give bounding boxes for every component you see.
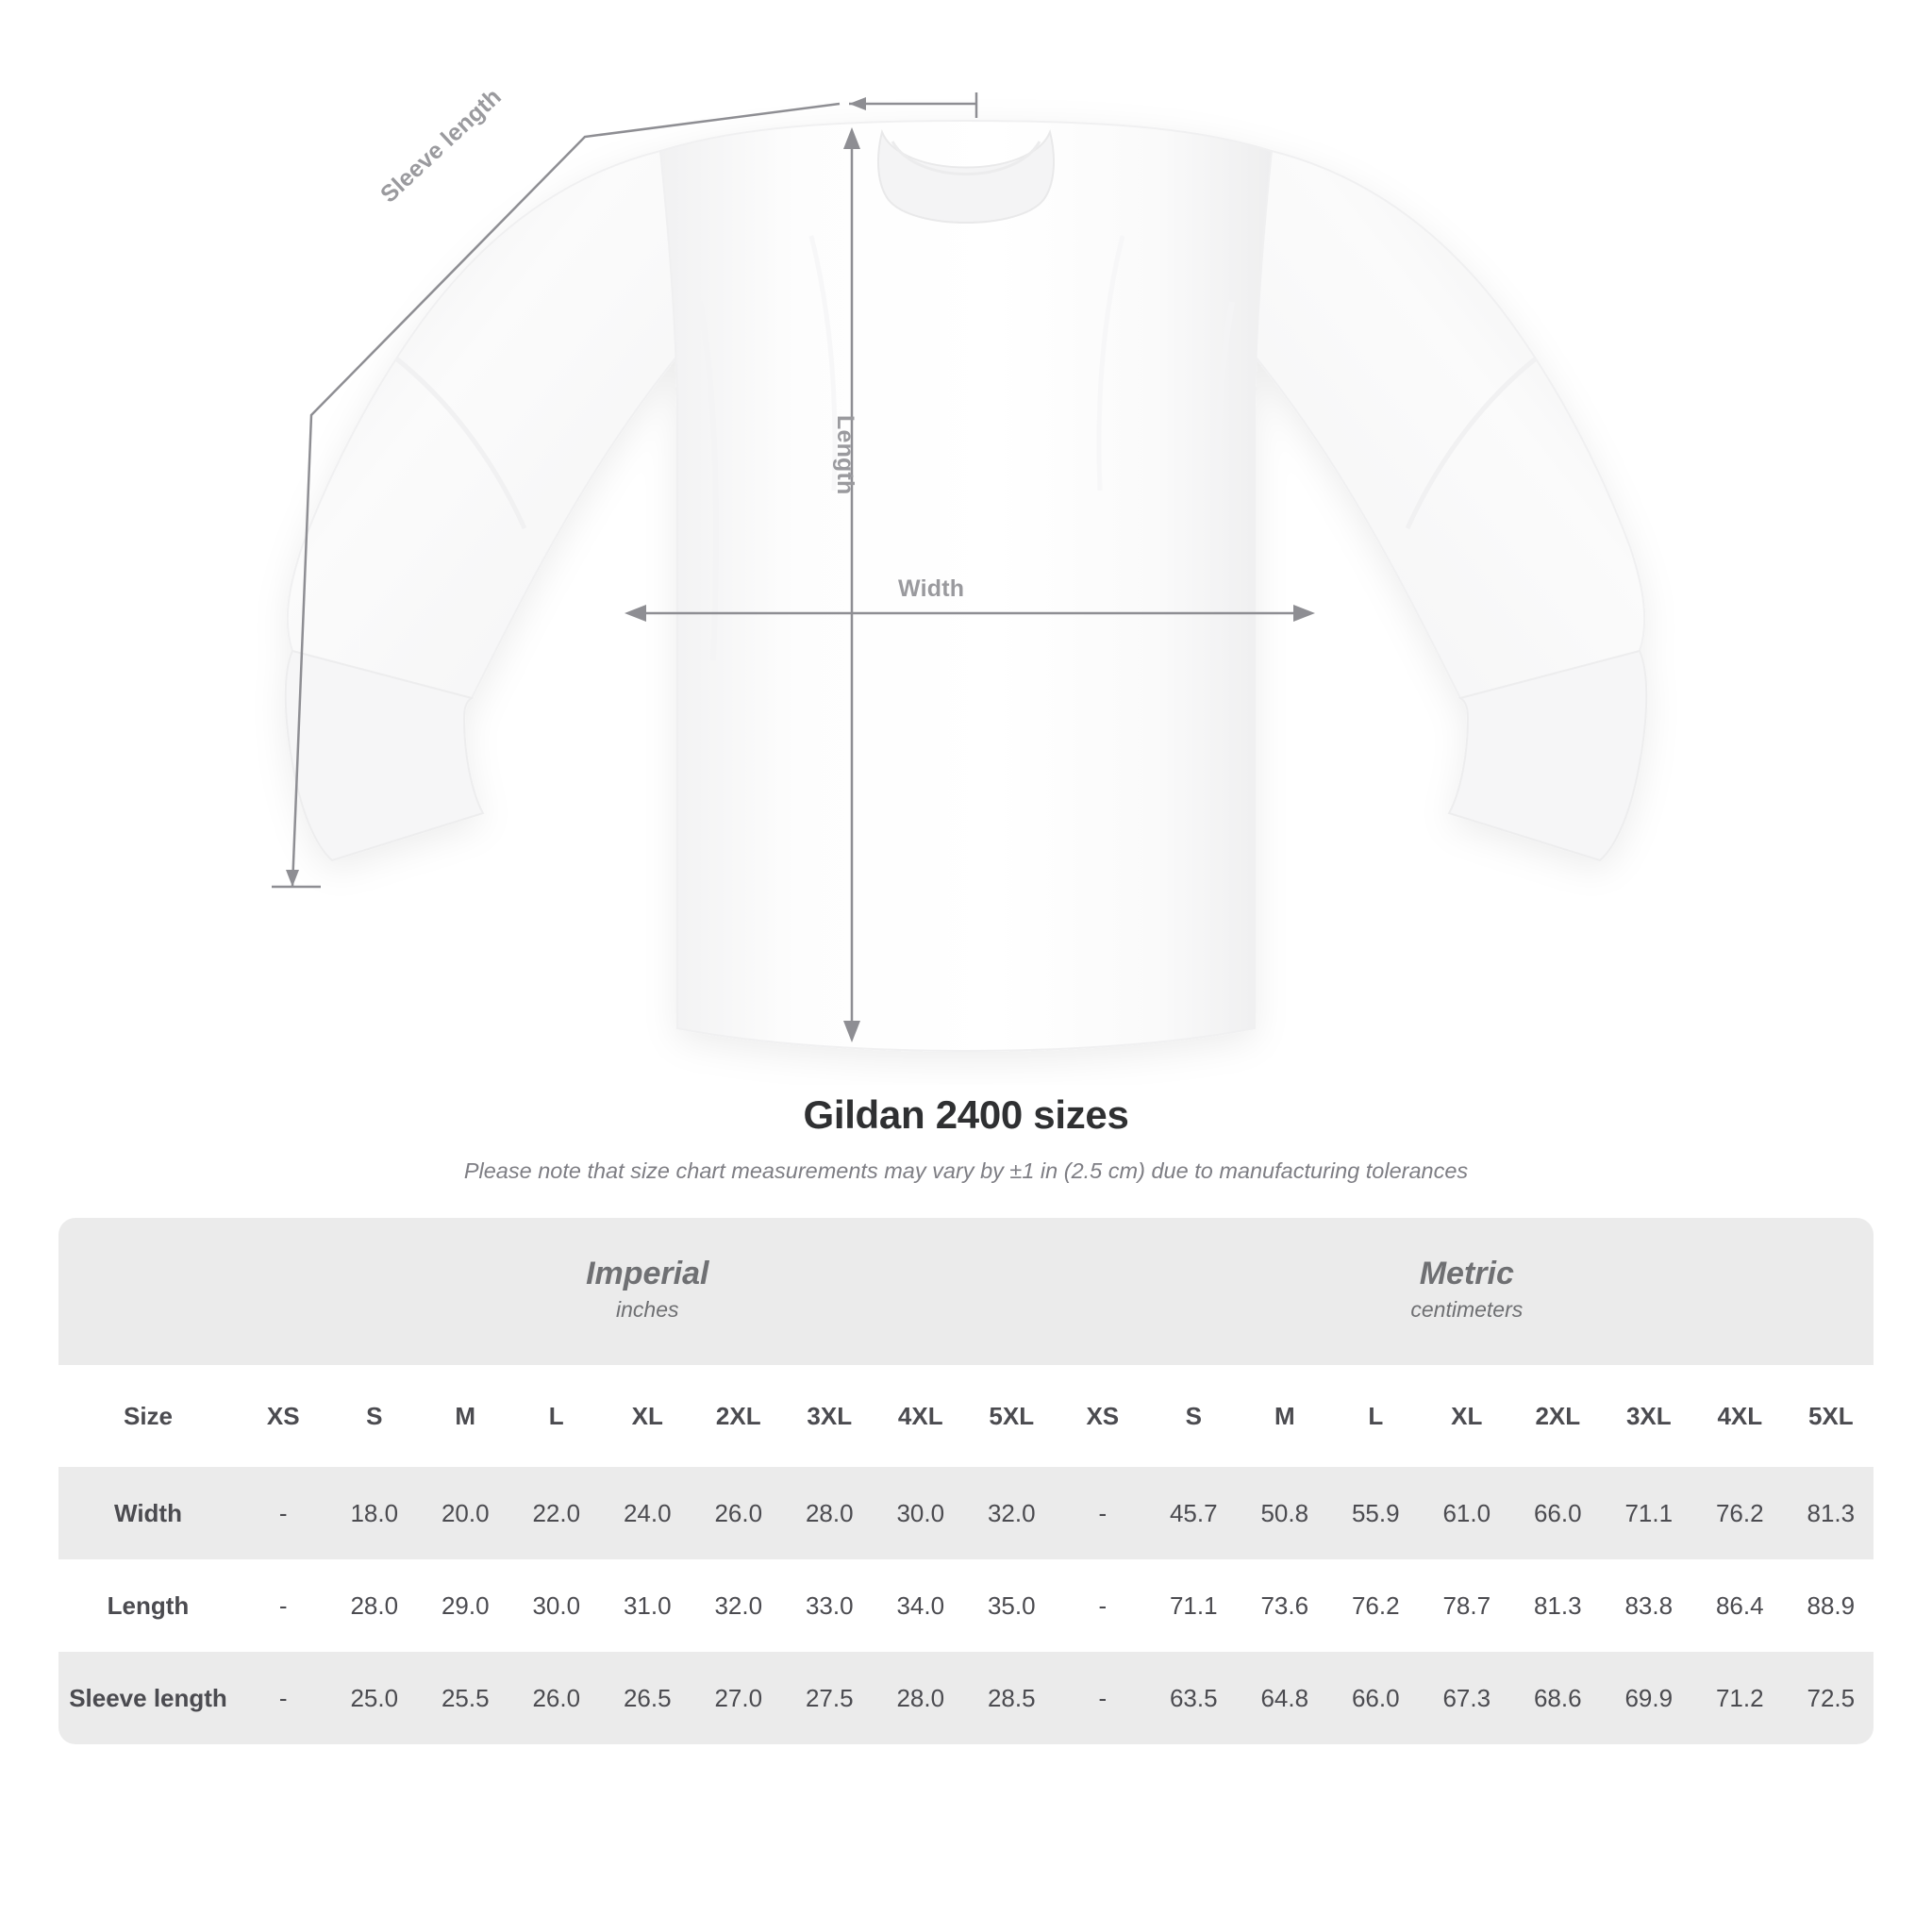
cell-width-metric-4xl: 76.2 xyxy=(1694,1467,1786,1559)
header-size: Size xyxy=(58,1365,238,1467)
header-imperial-4xl: 4XL xyxy=(875,1365,967,1467)
header-metric-3xl: 3XL xyxy=(1604,1365,1695,1467)
cell-length-metric-s: 71.1 xyxy=(1148,1559,1240,1652)
cell-sleeve-metric-m: 64.8 xyxy=(1240,1652,1331,1744)
cell-sleeve-metric-xs: - xyxy=(1058,1652,1149,1744)
cell-length-metric-l: 76.2 xyxy=(1330,1559,1422,1652)
unit-group-imperial-name: Imperial xyxy=(586,1256,709,1292)
unit-group-imperial xyxy=(238,1218,1058,1365)
header-metric-4xl: 4XL xyxy=(1694,1365,1786,1467)
table-row xyxy=(58,1559,1874,1652)
cell-width-metric-l: 55.9 xyxy=(1330,1467,1422,1559)
cell-sleeve-metric-2xl: 68.6 xyxy=(1512,1652,1604,1744)
header-metric-xl: XL xyxy=(1422,1365,1513,1467)
cell-length-metric-m: 73.6 xyxy=(1240,1559,1331,1652)
cell-width-imperial-xl: 24.0 xyxy=(602,1467,693,1559)
cell-length-metric-xl: 78.7 xyxy=(1422,1559,1513,1652)
cell-width-imperial-4xl: 30.0 xyxy=(875,1467,967,1559)
unit-group-metric-name: Metric xyxy=(1419,1256,1514,1292)
cell-length-imperial-xl: 31.0 xyxy=(602,1559,693,1652)
cell-length-imperial-m: 29.0 xyxy=(420,1559,511,1652)
cell-width-imperial-5xl: 32.0 xyxy=(966,1467,1058,1559)
header-imperial-xs: XS xyxy=(238,1365,329,1467)
cell-sleeve-imperial-3xl: 27.5 xyxy=(784,1652,875,1744)
cell-width-imperial-2xl: 26.0 xyxy=(693,1467,785,1559)
header-metric-l: L xyxy=(1330,1365,1422,1467)
cell-sleeve-metric-l: 66.0 xyxy=(1330,1652,1422,1744)
cell-length-metric-2xl: 81.3 xyxy=(1512,1559,1604,1652)
cell-length-metric-xs: - xyxy=(1058,1559,1149,1652)
header-imperial-l: L xyxy=(511,1365,603,1467)
header-metric-xs: XS xyxy=(1058,1365,1149,1467)
unit-group-imperial-sub: inches xyxy=(616,1297,679,1323)
unit-group-metric-sub: centimeters xyxy=(1410,1297,1524,1323)
cell-sleeve-metric-xl: 67.3 xyxy=(1422,1652,1513,1744)
label-sleeve-length: Sleeve length xyxy=(375,83,507,208)
cell-length-imperial-3xl: 33.0 xyxy=(784,1559,875,1652)
cell-length-imperial-s: 28.0 xyxy=(329,1559,421,1652)
cell-sleeve-imperial-xl: 26.5 xyxy=(602,1652,693,1744)
unit-header-row xyxy=(58,1218,1874,1365)
unit-corner-cell xyxy=(58,1218,238,1365)
row-label-length: Length xyxy=(58,1559,238,1652)
cell-sleeve-imperial-xs: - xyxy=(238,1652,329,1744)
header-imperial-3xl: 3XL xyxy=(784,1365,875,1467)
cell-width-metric-m: 50.8 xyxy=(1240,1467,1331,1559)
header-imperial-xl: XL xyxy=(602,1365,693,1467)
cell-sleeve-metric-5xl: 72.5 xyxy=(1786,1652,1874,1744)
cell-width-metric-s: 45.7 xyxy=(1148,1467,1240,1559)
cell-width-imperial-m: 20.0 xyxy=(420,1467,511,1559)
cell-length-imperial-xs: - xyxy=(238,1559,329,1652)
cell-sleeve-imperial-s: 25.0 xyxy=(329,1652,421,1744)
cell-length-metric-5xl: 88.9 xyxy=(1786,1559,1874,1652)
header-metric-m: M xyxy=(1240,1365,1331,1467)
cell-sleeve-metric-3xl: 69.9 xyxy=(1604,1652,1695,1744)
shirt-shape xyxy=(286,121,1647,1051)
label-width: Width xyxy=(898,575,965,602)
row-label-sleeve-length: Sleeve length xyxy=(58,1652,238,1744)
row-label-width: Width xyxy=(58,1467,238,1559)
header-imperial-s: S xyxy=(329,1365,421,1467)
cell-sleeve-imperial-2xl: 27.0 xyxy=(693,1652,785,1744)
table-row xyxy=(58,1467,1874,1559)
cell-sleeve-imperial-5xl: 28.5 xyxy=(966,1652,1058,1744)
cell-width-imperial-s: 18.0 xyxy=(329,1467,421,1559)
header-imperial-2xl: 2XL xyxy=(693,1365,785,1467)
size-table xyxy=(58,1218,1874,1744)
cell-length-imperial-2xl: 32.0 xyxy=(693,1559,785,1652)
cell-width-metric-xs: - xyxy=(1058,1467,1149,1559)
cell-length-metric-3xl: 83.8 xyxy=(1604,1559,1695,1652)
cell-width-metric-xl: 61.0 xyxy=(1422,1467,1513,1559)
header-metric-5xl: 5XL xyxy=(1786,1365,1874,1467)
cell-sleeve-metric-s: 63.5 xyxy=(1148,1652,1240,1744)
cell-length-imperial-l: 30.0 xyxy=(511,1559,603,1652)
cell-width-imperial-l: 22.0 xyxy=(511,1467,603,1559)
cell-width-metric-3xl: 71.1 xyxy=(1604,1467,1695,1559)
cell-sleeve-metric-4xl: 71.2 xyxy=(1694,1652,1786,1744)
header-imperial-m: M xyxy=(420,1365,511,1467)
cell-width-imperial-3xl: 28.0 xyxy=(784,1467,875,1559)
cell-width-imperial-xs: - xyxy=(238,1467,329,1559)
tolerance-note: Please note that size chart measurements may vary by ±1 in (2.5 cm) due to manufacturing tolerances xyxy=(463,1158,1469,1183)
table-row xyxy=(58,1652,1874,1744)
header-imperial-5xl: 5XL xyxy=(966,1365,1058,1467)
label-length: Length xyxy=(832,415,858,495)
cell-length-imperial-5xl: 35.0 xyxy=(966,1559,1058,1652)
cell-sleeve-imperial-m: 25.5 xyxy=(420,1652,511,1744)
cell-width-metric-5xl: 81.3 xyxy=(1786,1467,1874,1559)
size-table-wrapper xyxy=(58,1218,1874,1744)
cell-length-imperial-4xl: 34.0 xyxy=(875,1559,967,1652)
cell-sleeve-imperial-4xl: 28.0 xyxy=(875,1652,967,1744)
header-metric-2xl: 2XL xyxy=(1512,1365,1604,1467)
unit-group-metric xyxy=(1058,1218,1874,1365)
header-metric-s: S xyxy=(1148,1365,1240,1467)
size-header-row xyxy=(58,1365,1874,1467)
cell-width-metric-2xl: 66.0 xyxy=(1512,1467,1604,1559)
cell-length-metric-4xl: 86.4 xyxy=(1694,1559,1786,1652)
title-block xyxy=(0,1092,1932,1184)
cell-sleeve-imperial-l: 26.0 xyxy=(511,1652,603,1744)
page-title: Gildan 2400 sizes xyxy=(803,1092,1129,1137)
